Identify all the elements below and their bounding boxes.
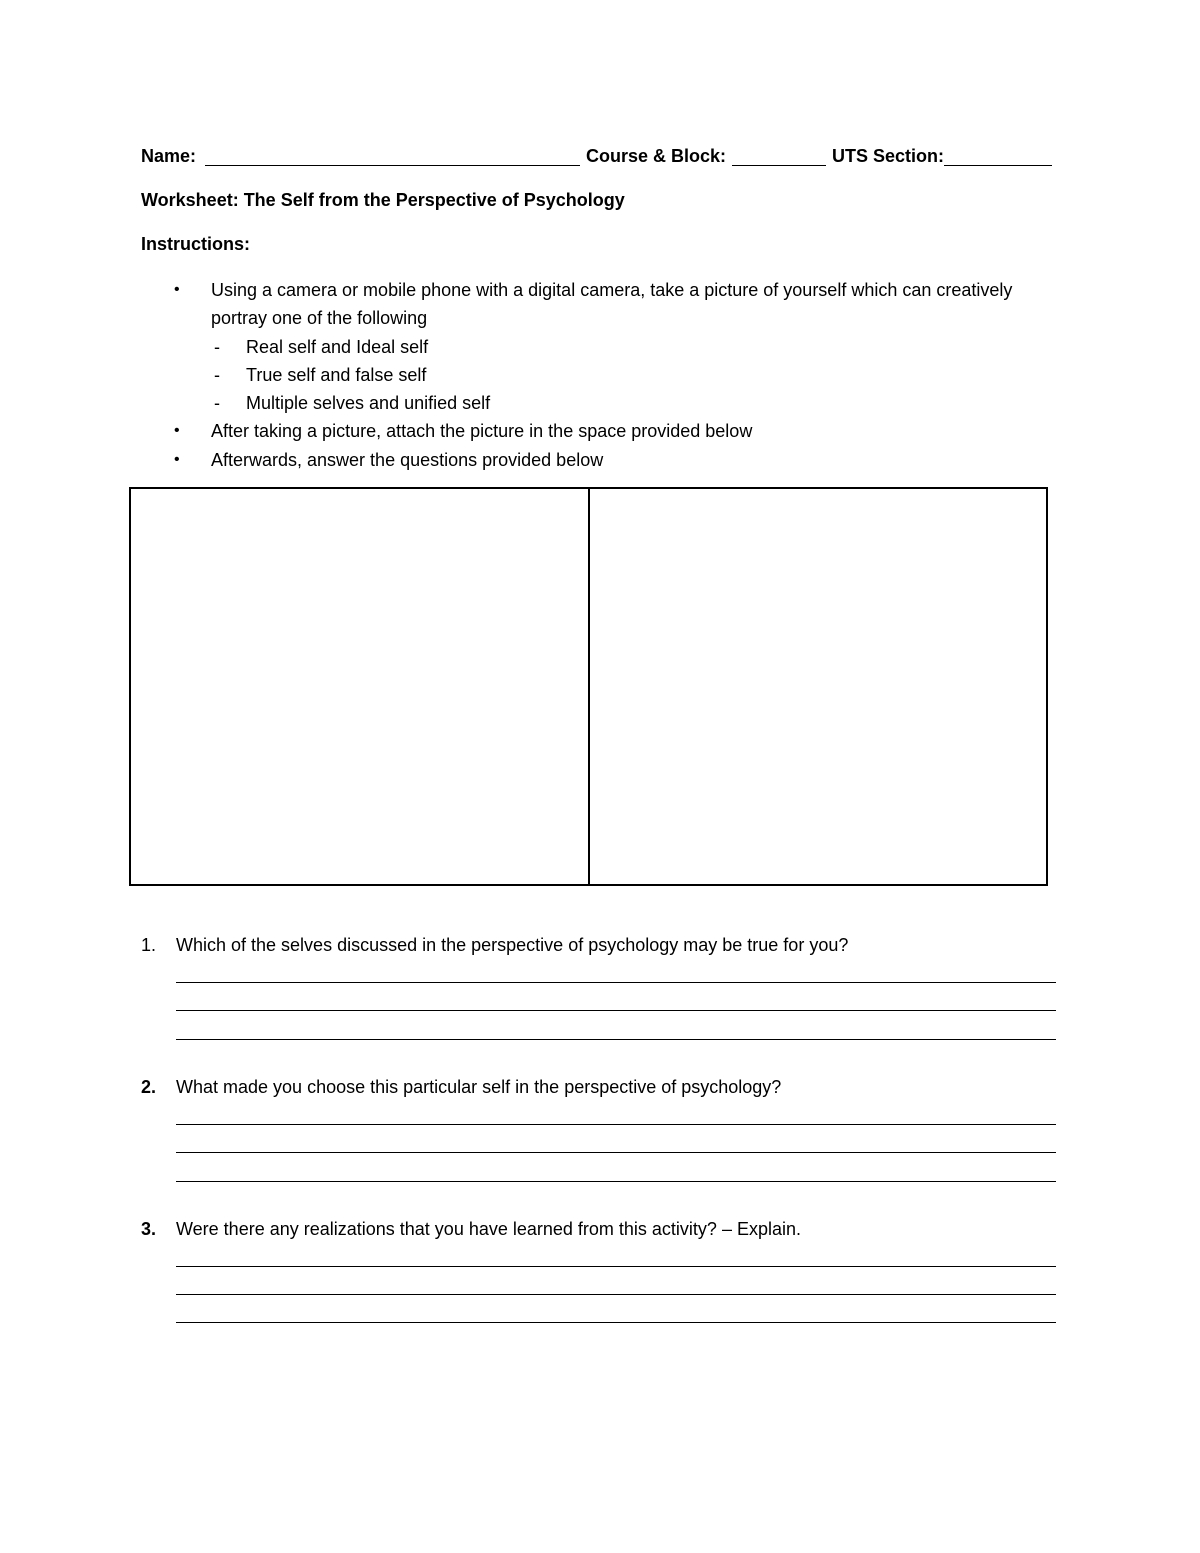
instructions-list — [141, 276, 1056, 474]
bullet-icon: • — [174, 422, 180, 440]
option-text: True self and false self — [246, 364, 427, 385]
course-block-blank[interactable] — [732, 165, 826, 166]
answer-line[interactable] — [176, 1152, 1056, 1153]
dash-icon: - — [214, 393, 220, 414]
instruction-text: Afterwards, answer the questions provided below — [211, 449, 604, 470]
question-number: 2. — [141, 1077, 157, 1097]
name-blank[interactable] — [205, 165, 580, 166]
student-info-row — [141, 143, 1056, 169]
question-1 — [141, 932, 1056, 1042]
instruction-text: Using a camera or mobile phone with a digital camera, take a picture of yourself which can creatively portray one of the following — [211, 280, 1013, 329]
instructions-heading: Instructions: — [141, 234, 251, 254]
bullet-icon: • — [174, 450, 180, 468]
name-label: Name: — [141, 146, 197, 166]
dash-icon: - — [214, 364, 220, 385]
instruction-item — [141, 417, 1056, 445]
answer-line[interactable] — [176, 1294, 1056, 1295]
uts-section-blank[interactable] — [944, 165, 1052, 166]
question-number: 3. — [141, 1219, 157, 1239]
picture-attachment-box — [129, 487, 1048, 886]
bullet-icon: • — [174, 281, 180, 298]
worksheet-title: Worksheet: The Self from the Perspective of Psychology — [141, 190, 625, 210]
option-text: Multiple selves and unified self — [246, 393, 491, 414]
answer-line[interactable] — [176, 1181, 1056, 1182]
answer-line[interactable] — [176, 1124, 1056, 1125]
answer-line[interactable] — [176, 1039, 1056, 1040]
question-text: Which of the selves discussed in the perspective of psychology may be true for you? — [176, 935, 849, 955]
question-text: What made you choose this particular self in the perspective of psychology? — [176, 1077, 782, 1097]
option-text: Real self and Ideal self — [246, 336, 429, 357]
question-text: Were there any realizations that you have learned from this activity? – Explain. — [176, 1219, 801, 1239]
picture-slot-right[interactable] — [588, 489, 1047, 884]
question-2 — [141, 1074, 1056, 1184]
question-3 — [141, 1216, 1056, 1326]
answer-line[interactable] — [176, 1266, 1056, 1267]
uts-section-label: UTS Section: — [832, 146, 945, 166]
dash-icon: - — [214, 336, 220, 357]
answer-line[interactable] — [176, 1322, 1056, 1323]
answer-line[interactable] — [176, 1010, 1056, 1011]
instruction-item — [141, 276, 1056, 333]
option-item — [141, 361, 1056, 389]
picture-slot-left[interactable] — [131, 489, 588, 884]
instruction-text: After taking a picture, attach the picture in the space provided below — [211, 421, 753, 442]
instruction-item — [141, 446, 1056, 474]
option-item — [141, 333, 1056, 361]
option-item — [141, 389, 1056, 417]
course-block-label: Course & Block: — [586, 146, 727, 166]
answer-line[interactable] — [176, 982, 1056, 983]
question-number: 1. — [141, 935, 157, 955]
